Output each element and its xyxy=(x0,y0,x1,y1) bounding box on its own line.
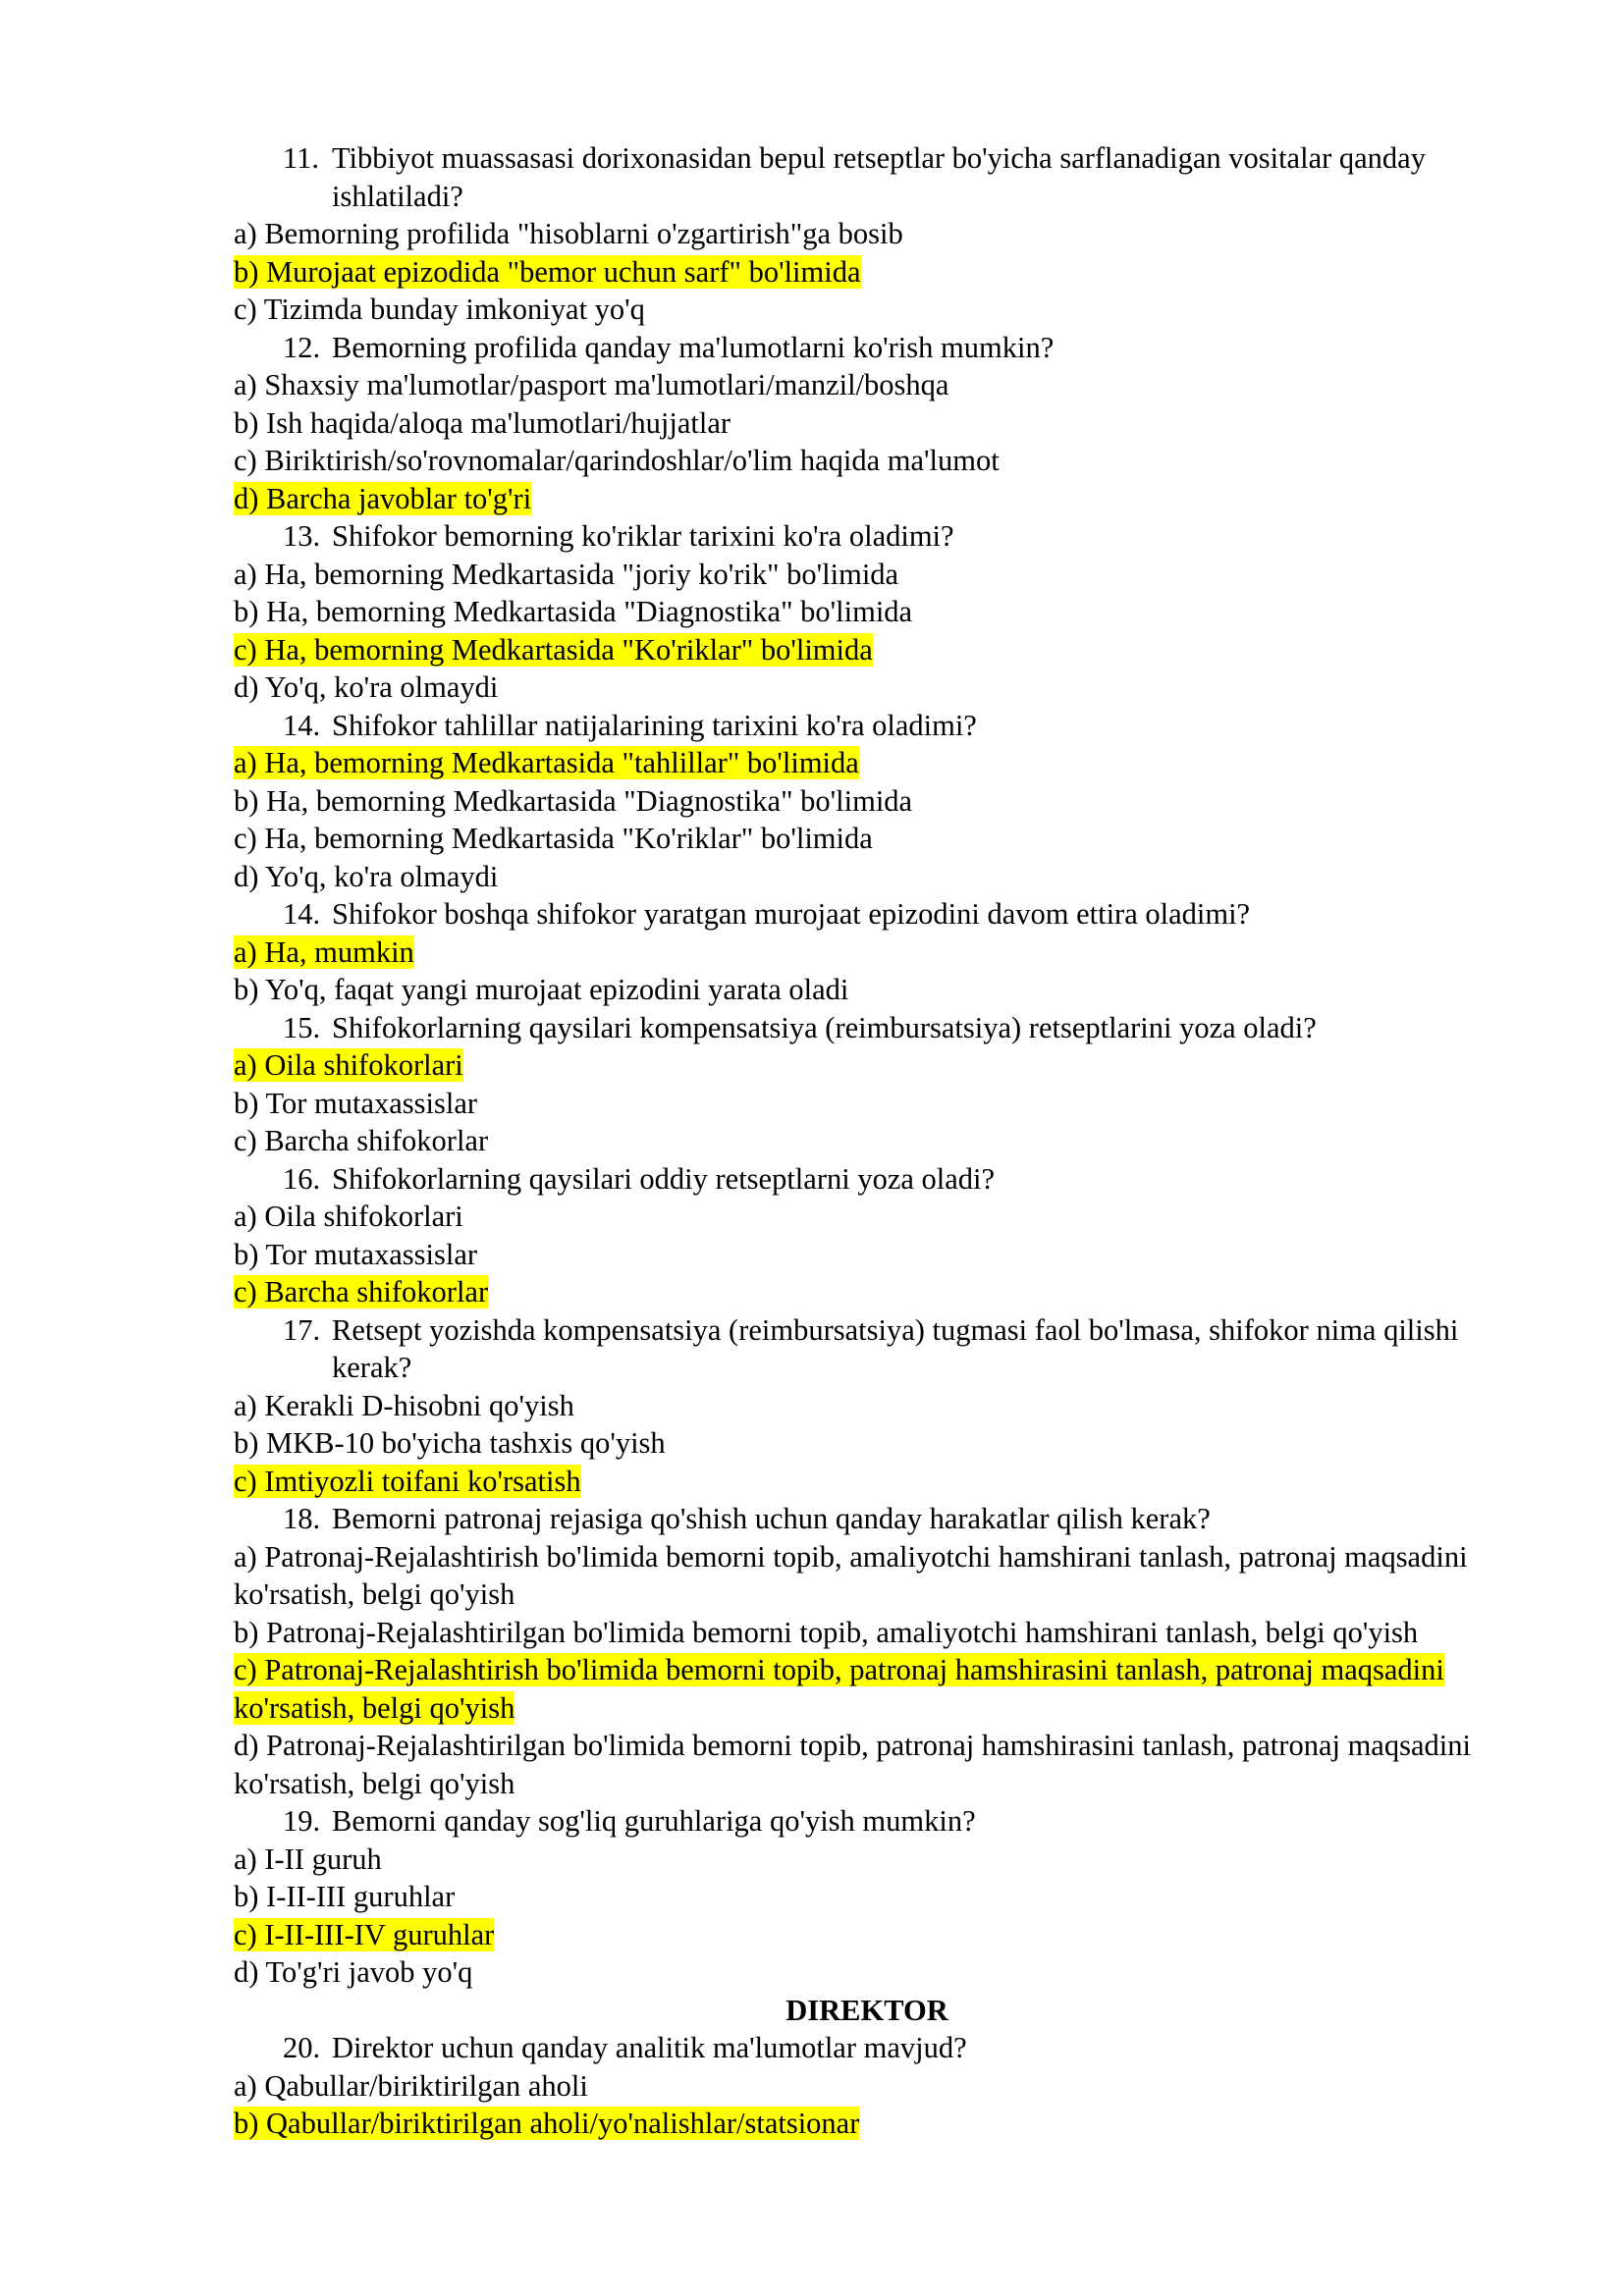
answer-option xyxy=(234,2067,1500,2106)
question-text: Shifokorlarning qaysilari kompensatsiya (reimbursatsiya) retseptlarini yoza oladi? xyxy=(332,1010,1317,1044)
answer-option xyxy=(234,556,1500,594)
answer-option-text: a) Ha, bemorning Medkartasida "tahlillar" bo'limida xyxy=(234,746,859,779)
question-text: Bemorni patronaj rejasiga qo'shish uchun qanday harakatlar qilish kerak? xyxy=(332,1502,1211,1535)
answer-option-text: a) I-II guruh xyxy=(234,1842,382,1876)
answer-option-text: a) Oila shifokorlari xyxy=(234,1200,463,1233)
question-text: Retsept yozishda kompensatsiya (reimbursatsiya) tugmasi faol bo'lmasa, shifokor nima qilishi kerak? xyxy=(332,1312,1459,1384)
question-text: Bemorning profilida qanday ma'lumotlarni ko'rish mumkin? xyxy=(332,330,1055,364)
answer-option xyxy=(234,1841,1500,1879)
question-number: 12. xyxy=(283,330,321,364)
answer-option xyxy=(234,442,1500,480)
answer-option xyxy=(234,291,1500,329)
answer-option-correct xyxy=(234,1463,1500,1501)
question-text: Bemorni qanday sog'liq guruhlariga qo'yish mumkin? xyxy=(332,1804,976,1838)
question xyxy=(234,329,1500,367)
answer-option-text: a) Qabullar/biriktirilgan aholi xyxy=(234,2068,588,2103)
answer-option-text: c) I-II-III-IV guruhlar xyxy=(234,1917,495,1951)
question-text: Tibbiyot muassasasi dorixonasidan bepul retseptlar bo'yicha sarflanadigan vositalar qanday ishlatiladi? xyxy=(332,141,1426,213)
question xyxy=(234,1500,1500,1538)
question xyxy=(234,517,1500,556)
document-body xyxy=(234,139,1500,2143)
answer-option xyxy=(234,820,1500,858)
answer-option xyxy=(234,1727,1500,1802)
answer-option-correct xyxy=(234,631,1500,669)
question-number: 14. xyxy=(283,708,321,742)
question xyxy=(234,1009,1500,1047)
answer-option xyxy=(234,1198,1500,1236)
answer-option-text: a) Bemorning profilida "hisoblarni o'zgartirish"ga bosib xyxy=(234,217,903,250)
question-number: 15. xyxy=(283,1010,321,1044)
question-number: 19. xyxy=(283,1804,321,1838)
answer-option xyxy=(234,404,1500,443)
answer-option xyxy=(234,1953,1500,1992)
answer-option-text: c) Barcha shifokorlar xyxy=(234,1275,489,1308)
question xyxy=(234,2029,1500,2067)
question-list xyxy=(234,139,1500,1992)
answer-option-text: d) Patronaj-Rejalashtirilgan bo'limida bemorni topib, patronaj hamshirasini tanlash, patronaj maqsadini ko'rsatish, belgi qo'yish xyxy=(234,1729,1471,1800)
section-heading: DIREKTOR xyxy=(785,1993,948,2027)
answer-option-text: c) Imtiyozli toifani ko'rsatish xyxy=(234,1464,581,1498)
answer-option-text: c) Ha, bemorning Medkartasida "Ko'riklar" bo'limida xyxy=(234,822,873,855)
question-text: Shifokor bemorning ko'riklar tarixini ko'ra oladimi? xyxy=(332,519,954,553)
question xyxy=(234,139,1500,215)
answer-option xyxy=(234,1122,1500,1160)
question-number: 14. xyxy=(283,897,321,931)
answer-option xyxy=(234,1424,1500,1463)
answer-option xyxy=(234,782,1500,821)
question-text: Shifokor tahlillar natijalarining tarixini ko'ra oladimi? xyxy=(332,708,977,742)
answer-option xyxy=(234,366,1500,404)
answer-option-text: a) Patronaj-Rejalashtirish bo'limida bemorni topib, amaliyotchi hamshirani tanlash, patronaj maqsadini ko'rsatish, belgi qo'yish xyxy=(234,1539,1468,1611)
answer-option xyxy=(234,858,1500,896)
answer-option-correct xyxy=(234,2105,1500,2143)
answer-option-text: b) Ha, bemorning Medkartasida "Diagnostika" bo'limida xyxy=(234,595,913,628)
answer-option xyxy=(234,593,1500,631)
question xyxy=(234,1160,1500,1199)
answer-option xyxy=(234,1085,1500,1123)
answer-option-correct xyxy=(234,934,1500,972)
answer-option-text: c) Tizimda bunday imkoniyat yo'q xyxy=(234,293,645,326)
answer-option-text: c) Ha, bemorning Medkartasida "Ko'riklar" bo'limida xyxy=(234,632,873,667)
question-list-director xyxy=(234,2029,1500,2143)
answer-option xyxy=(234,668,1500,707)
answer-option-correct xyxy=(234,1273,1500,1311)
answer-option-text: b) Yo'q, faqat yangi murojaat epizodini yarata oladi xyxy=(234,973,849,1006)
answer-option-correct xyxy=(234,1651,1500,1727)
answer-option-text: c) Biriktirish/so'rovnomalar/qarindoshlar/o'lim haqida ma'lumot xyxy=(234,444,1000,477)
answer-option-correct xyxy=(234,480,1500,518)
question-number: 17. xyxy=(283,1312,321,1347)
answer-option-correct xyxy=(234,253,1500,292)
answer-option-text: a) Shaxsiy ma'lumotlar/pasport ma'lumotlari/manzil/boshqa xyxy=(234,368,949,401)
question-number: 11. xyxy=(283,141,319,175)
question-number: 16. xyxy=(283,1161,321,1196)
question xyxy=(234,1311,1500,1387)
answer-option xyxy=(234,1878,1500,1916)
answer-option-text: d) Yo'q, ko'ra olmaydi xyxy=(234,670,499,704)
question-number: 13. xyxy=(283,519,321,553)
question-text: Direktor uchun qanday analitik ma'lumotlar mavjud? xyxy=(332,2031,967,2064)
answer-option-text: b) Murojaat epizodida "bemor uchun sarf" bo'limida xyxy=(234,254,861,289)
answer-option xyxy=(234,1538,1500,1614)
answer-option-correct xyxy=(234,1916,1500,1954)
answer-option-text: d) Barcha javoblar to'g'ri xyxy=(234,481,532,515)
question xyxy=(234,707,1500,745)
question-text: Shifokorlarning qaysilari oddiy retseptlarni yoza oladi? xyxy=(332,1161,996,1196)
question xyxy=(234,895,1500,934)
answer-option xyxy=(234,971,1500,1009)
answer-option-text: a) Oila shifokorlari xyxy=(234,1048,463,1082)
answer-option-text: a) Ha, mumkin xyxy=(234,934,414,969)
answer-option-text: b) Ish haqida/aloqa ma'lumotlari/hujjatlar xyxy=(234,405,731,440)
answer-option-text: c) Patronaj-Rejalashtirish bo'limida bemorni topib, patronaj hamshirasini tanlash, patronaj maqsadini ko'rsatish, belgi qo'yish xyxy=(234,1653,1444,1725)
question xyxy=(234,1802,1500,1841)
answer-option xyxy=(234,1614,1500,1652)
question-number: 20. xyxy=(283,2031,321,2064)
answer-option-correct xyxy=(234,744,1500,782)
answer-option-text: b) I-II-III guruhlar xyxy=(234,1880,456,1913)
answer-option-text: c) Barcha shifokorlar xyxy=(234,1124,489,1157)
answer-option-text: a) Ha, bemorning Medkartasida "joriy ko'rik" bo'limida xyxy=(234,557,899,591)
answer-option-text: b) Tor mutaxassislar xyxy=(234,1086,478,1120)
answer-option xyxy=(234,215,1500,253)
answer-option-text: b) Tor mutaxassislar xyxy=(234,1237,478,1271)
answer-option-text: b) Ha, bemorning Medkartasida "Diagnostika" bo'limida xyxy=(234,783,913,818)
answer-option-text: b) Qabullar/biriktirilgan aholi/yo'nalishlar/statsionar xyxy=(234,2107,860,2140)
answer-option-text: b) MKB-10 bo'yicha tashxis qo'yish xyxy=(234,1426,666,1460)
question-text: Shifokor boshqa shifokor yaratgan murojaat epizodini davom ettira oladimi? xyxy=(332,897,1251,931)
answer-option-text: a) Kerakli D-hisobni qo'yish xyxy=(234,1388,574,1422)
answer-option xyxy=(234,1387,1500,1425)
answer-option-correct xyxy=(234,1046,1500,1085)
question-number: 18. xyxy=(283,1502,321,1535)
answer-option-text: d) To'g'ri javob yo'q xyxy=(234,1955,473,1989)
answer-option-text: b) Patronaj-Rejalashtirilgan bo'limida bemorni topib, amaliyotchi hamshirani tanlash, belgi qo'yish xyxy=(234,1615,1419,1649)
answer-option xyxy=(234,1236,1500,1274)
answer-option-text: d) Yo'q, ko'ra olmaydi xyxy=(234,859,499,893)
